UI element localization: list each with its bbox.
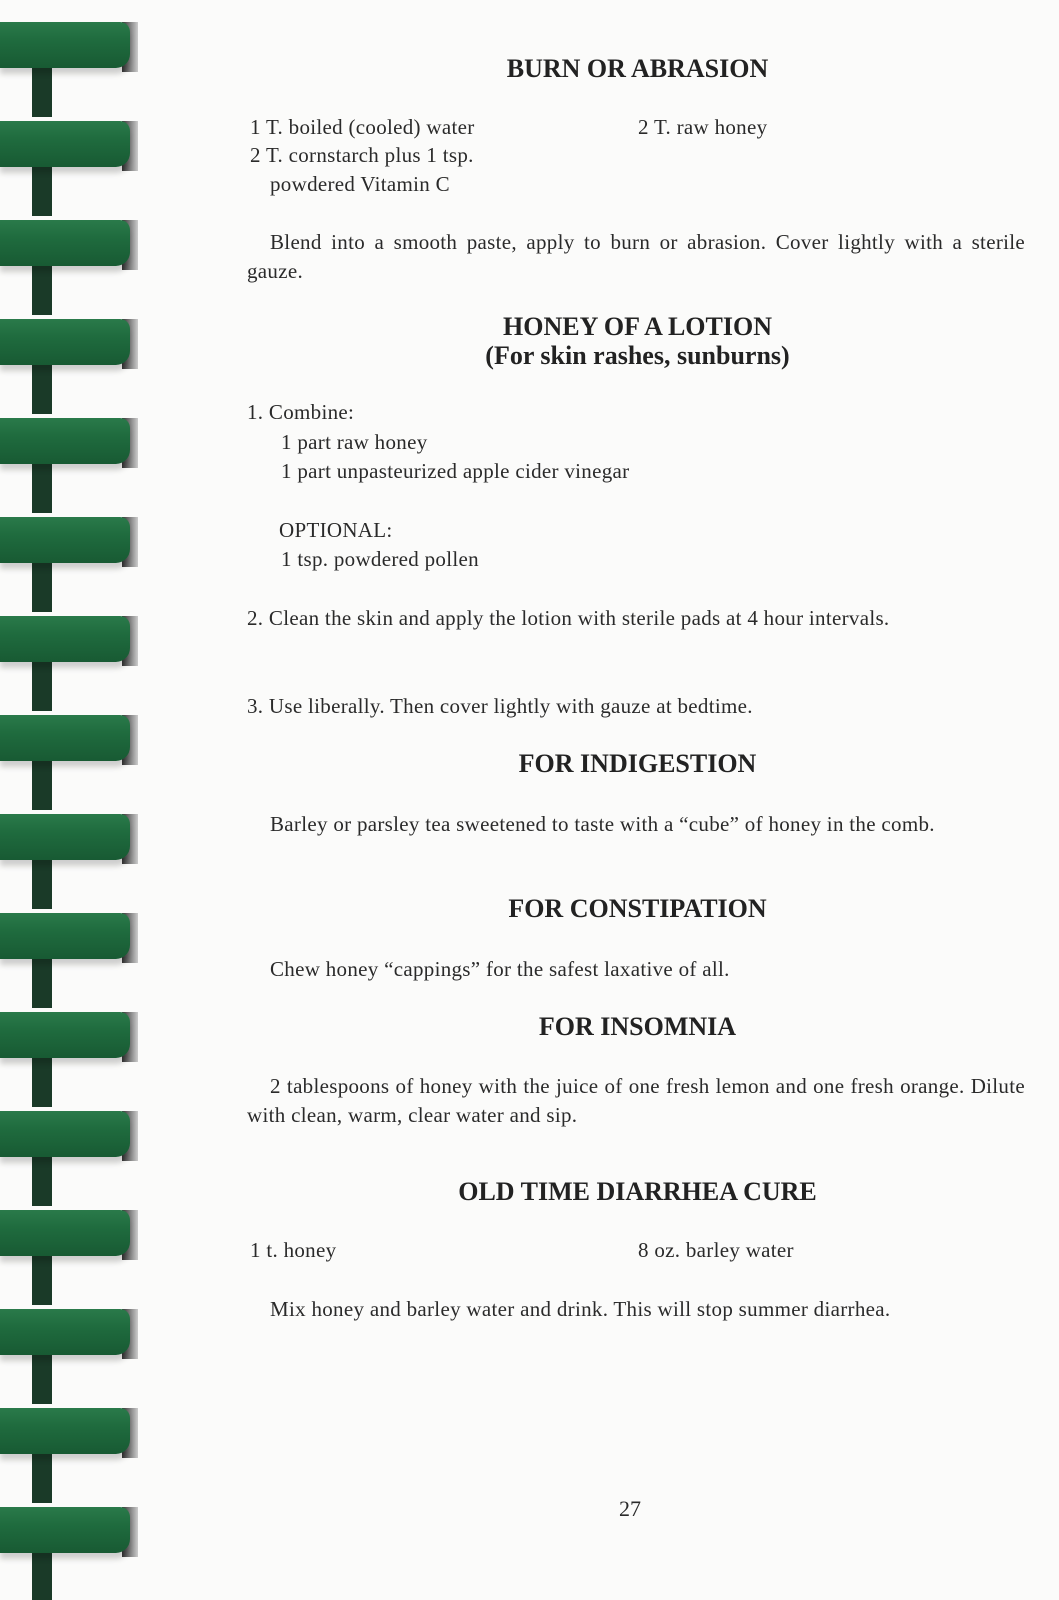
ingredient: 1 T. boiled (cooled) water — [250, 115, 475, 139]
binding-post — [32, 458, 52, 513]
diarrhea-text: Mix honey and barley water and drink. This will stop summer diarrhea. — [270, 1297, 891, 1321]
ingredient: 2 T. cornstarch plus 1 tsp. — [250, 143, 474, 167]
binding-post — [32, 62, 52, 117]
indigestion-text: Barley or parsley tea sweetened to taste with a “cube” of honey in the comb. — [270, 812, 935, 836]
subheading-lotion: (For skin rashes, sunburns) — [485, 341, 790, 370]
heading-diarrhea: OLD TIME DIARRHEA CURE — [458, 1177, 817, 1206]
ingredient: 1 tsp. powdered pollen — [281, 547, 479, 571]
binding-ring — [0, 418, 130, 464]
binding-post — [32, 1448, 52, 1503]
binding-post — [32, 1547, 52, 1600]
binding-post — [32, 1052, 52, 1107]
page-number: 27 — [619, 1496, 641, 1521]
binding-ring — [0, 1012, 130, 1058]
binding-post — [32, 953, 52, 1008]
binding-post — [32, 755, 52, 810]
binding-ring — [0, 121, 130, 167]
binding-ring — [0, 1210, 130, 1256]
binding-post — [32, 1151, 52, 1206]
step-2: 2. Clean the skin and apply the lotion with sterile pads at 4 hour intervals. — [247, 606, 890, 630]
heading-lotion: HONEY OF A LOTION — [503, 312, 772, 341]
binding-ring — [0, 1408, 130, 1454]
ingredient: powdered Vitamin C — [270, 172, 450, 196]
heading-burn: BURN OR ABRASION — [506, 54, 769, 83]
ingredient: 1 part unpasteurized apple cider vinegar — [281, 459, 630, 483]
binding-ring — [0, 814, 130, 860]
ingredient: 1 t. honey — [250, 1238, 337, 1262]
binding-post — [32, 359, 52, 414]
optional-label: OPTIONAL: — [279, 518, 393, 542]
binding-ring — [0, 22, 130, 68]
binding-ring — [0, 517, 130, 563]
binding-ring — [0, 319, 130, 365]
binding-ring — [0, 1309, 130, 1355]
binding-post — [32, 1250, 52, 1305]
binding-ring — [0, 1507, 130, 1553]
ingredient: 2 T. raw honey — [638, 115, 768, 139]
step-1: 1. Combine: — [247, 400, 355, 424]
binding-ring — [0, 616, 130, 662]
insomnia-text: 2 tablespoons of honey with the juice of one fresh lemon and one fresh orange. Dilute with clean, warm, clear water and sip. — [247, 1074, 1025, 1127]
heading-insomnia: FOR INSOMNIA — [538, 1012, 737, 1041]
constipation-text: Chew honey “cappings” for the safest laxative of all. — [270, 957, 730, 981]
heading-constipation: FOR CONSTIPATION — [508, 894, 767, 923]
binding-post — [32, 260, 52, 315]
binding-post — [32, 656, 52, 711]
binding-post — [32, 557, 52, 612]
binding-ring — [0, 220, 130, 266]
ingredient: 8 oz. barley water — [638, 1238, 794, 1262]
ingredient: 1 part raw honey — [281, 430, 428, 454]
directions: Blend into a smooth paste, apply to burn or abrasion. Cover lightly with a sterile gauze. — [247, 230, 1025, 283]
binding-ring — [0, 913, 130, 959]
binding-ring — [0, 715, 130, 761]
binding-ring — [0, 1111, 130, 1157]
spiral-binding — [0, 0, 150, 1600]
step-3: 3. Use liberally. Then cover lightly with gauze at bedtime. — [247, 694, 753, 718]
binding-post — [32, 1349, 52, 1404]
binding-post — [32, 854, 52, 909]
heading-indigestion: FOR INDIGESTION — [518, 749, 757, 778]
binding-post — [32, 161, 52, 216]
